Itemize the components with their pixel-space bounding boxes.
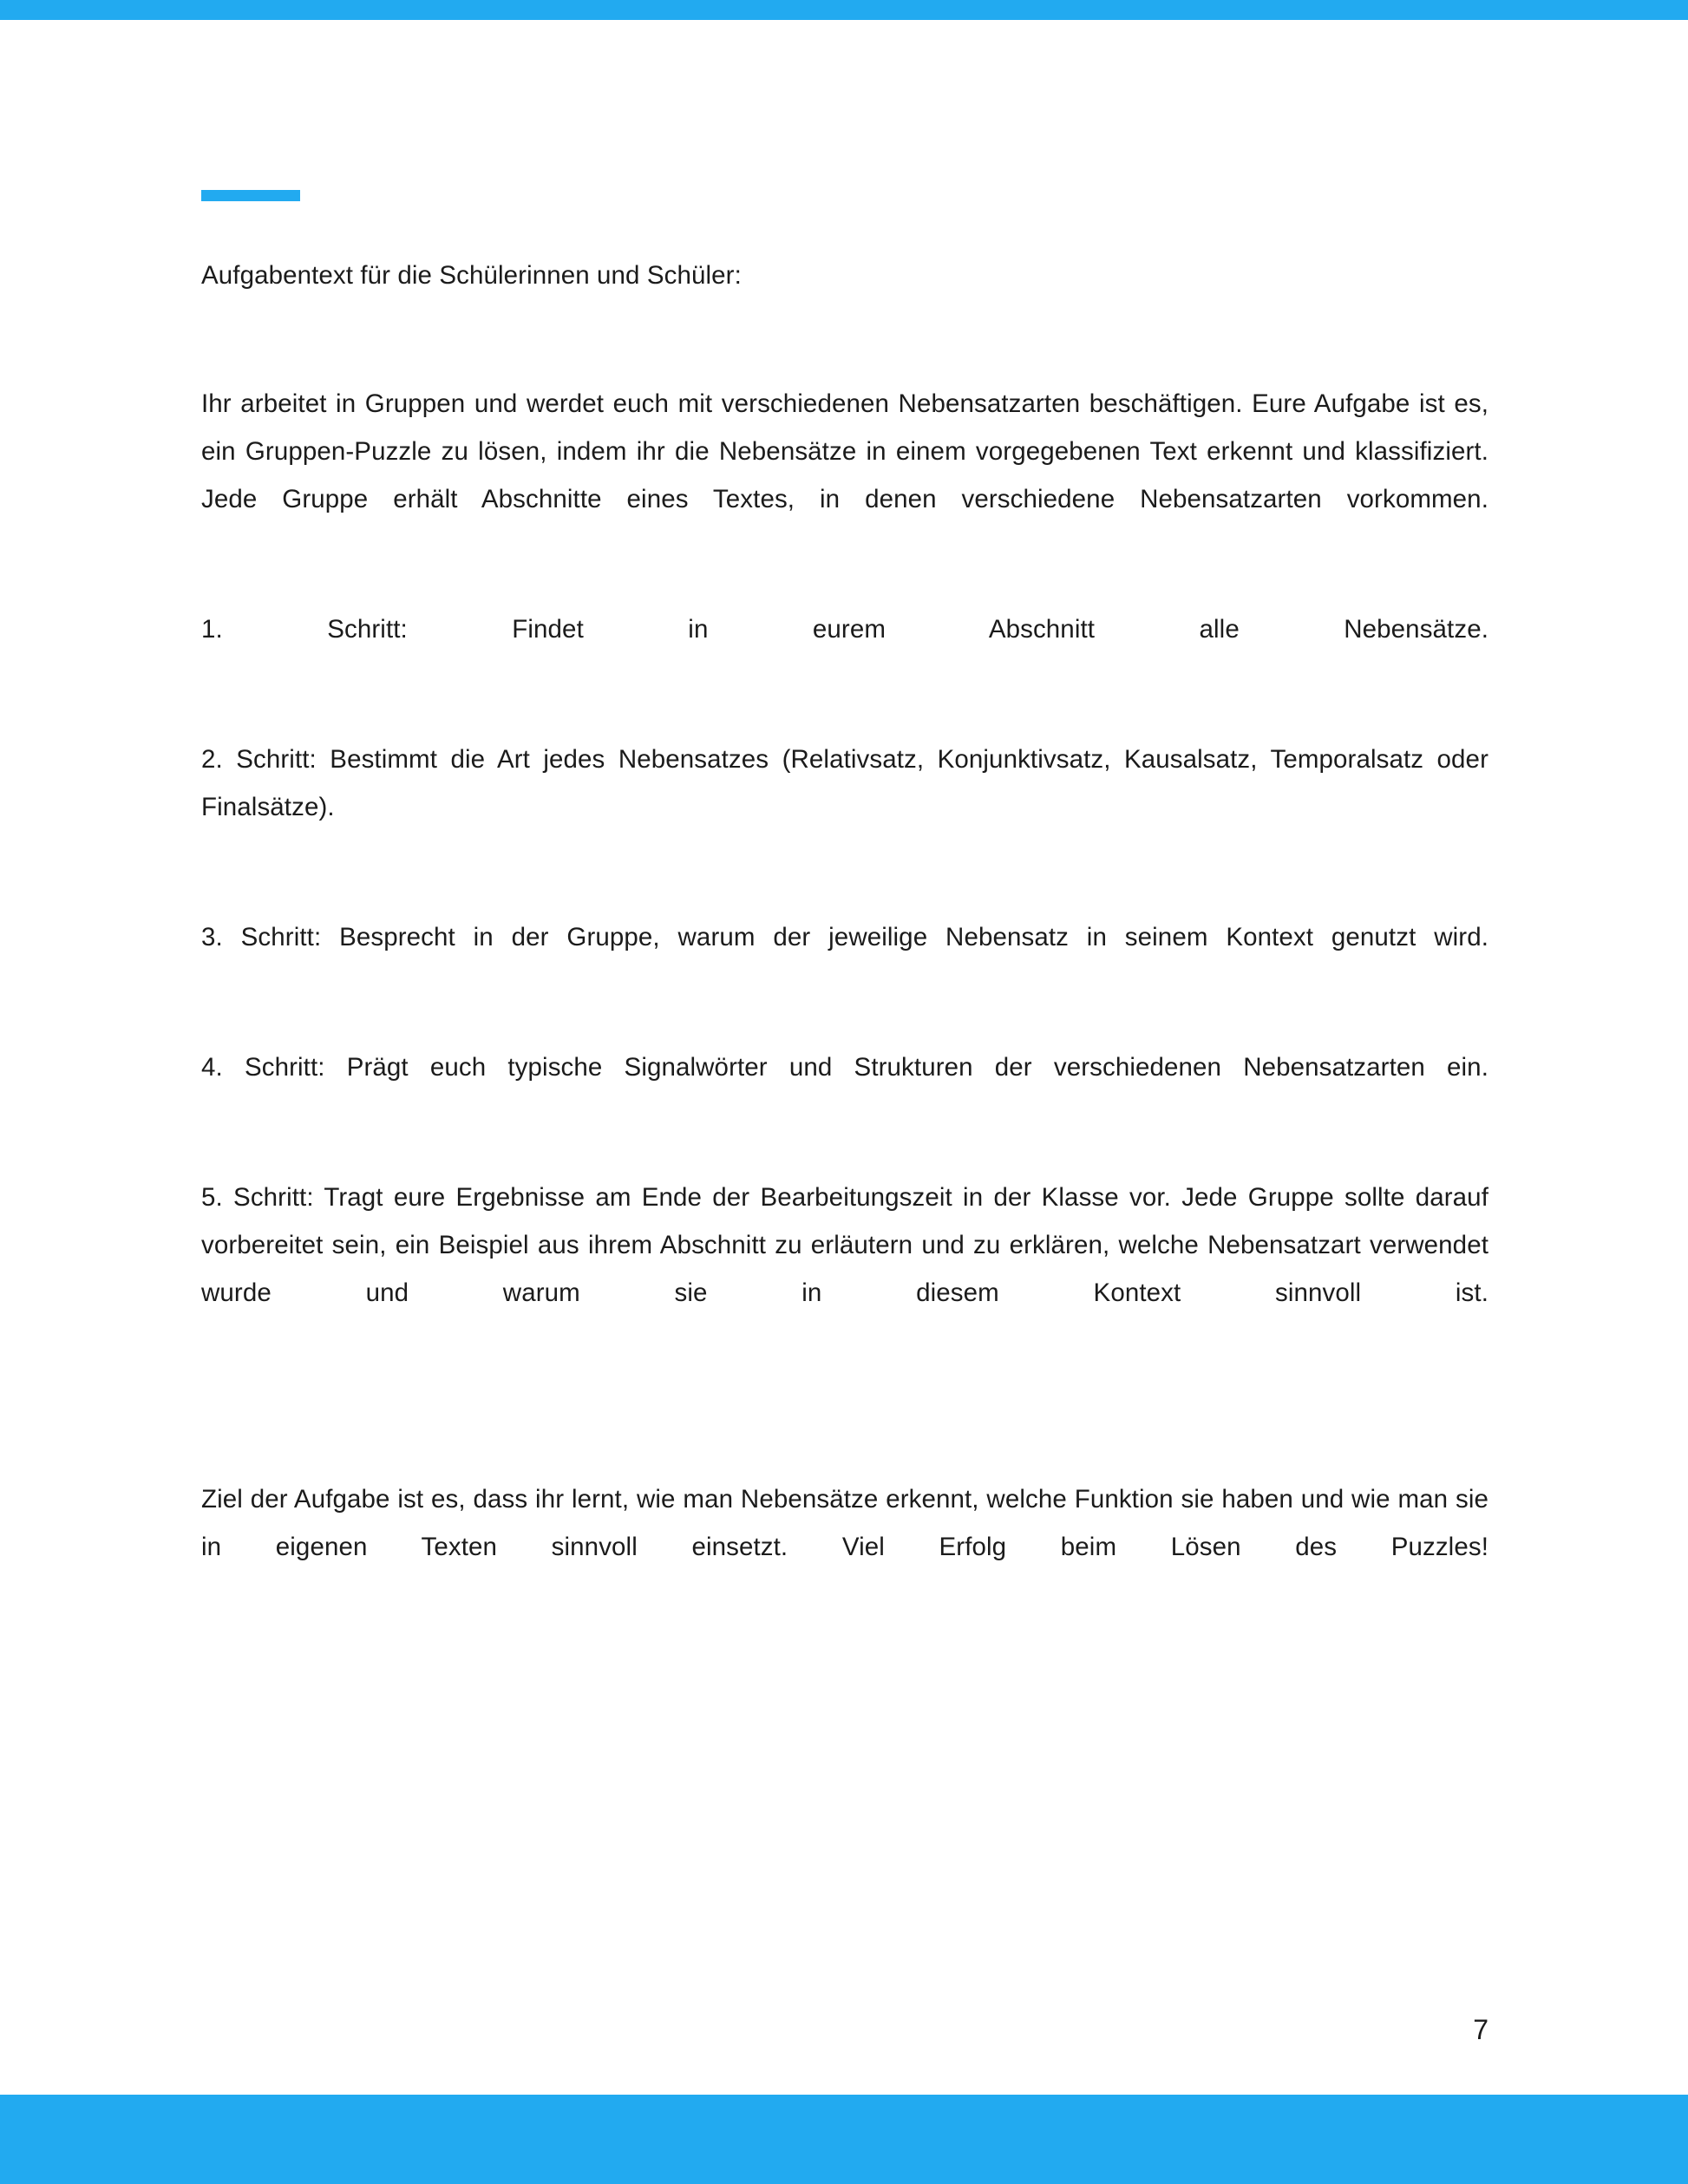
body-text-block <box>201 252 1488 1618</box>
accent-dash-rule <box>201 190 300 201</box>
page-title: Aufgabentext für die Schülerinnen und Schüler: <box>201 261 742 290</box>
section-spacer <box>201 1399 1488 1475</box>
top-blue-bar <box>0 0 1688 20</box>
step-5-paragraph: 5. Schritt: Tragt eure Ergebnisse am Ende der Bearbeitungszeit in der Klasse vor. Jede Gruppe sollte darauf vorbereitet sein, ein Beispiel aus ihrem Abschnitt zu erläutern und zu erklären, welche Nebensatzart verwendet wurde und warum sie in diesem Kontext sinnvoll ist. <box>201 1183 1488 1307</box>
bottom-blue-bar <box>0 2095 1688 2184</box>
step-4-paragraph: 4. Schritt: Prägt euch typische Signalwörter und Strukturen der verschiedenen Nebensatzarten ein. <box>201 1053 1488 1082</box>
page-number: 7 <box>1473 2014 1488 2045</box>
step-2-paragraph: 2. Schritt: Bestimmt die Art jedes Nebensatzes (Relativsatz, Konjunktivsatz, Kausalsatz, Temporalsatz oder Finalsätze). <box>201 745 1488 821</box>
intro-paragraph: Ihr arbeitet in Gruppen und werdet euch mit verschiedenen Nebensatzarten beschäftigen. Eure Aufgabe ist es, ein Gruppen-Puzzle zu lösen, indem ihr die Nebensätze in einem vorgegebenen Text erkennt und klassifiziert. Jede Gruppe erhält Abschnitte eines Textes, in denen verschiedene Nebensatzarten vorkommen. <box>201 389 1488 513</box>
step-3-paragraph: 3. Schritt: Besprecht in der Gruppe, warum der jeweilige Nebensatz in seinem Kontext genutzt wird. <box>201 923 1488 951</box>
step-1-paragraph: 1. Schritt: Findet in eurem Abschnitt alle Nebensätze. <box>201 615 1488 644</box>
closing-paragraph: Ziel der Aufgabe ist es, dass ihr lernt, wie man Nebensätze erkennt, welche Funktion sie haben und wie man sie in eigenen Texten sinnvoll einsetzt. Viel Erfolg beim Lösen des Puzzles! <box>201 1485 1488 1561</box>
